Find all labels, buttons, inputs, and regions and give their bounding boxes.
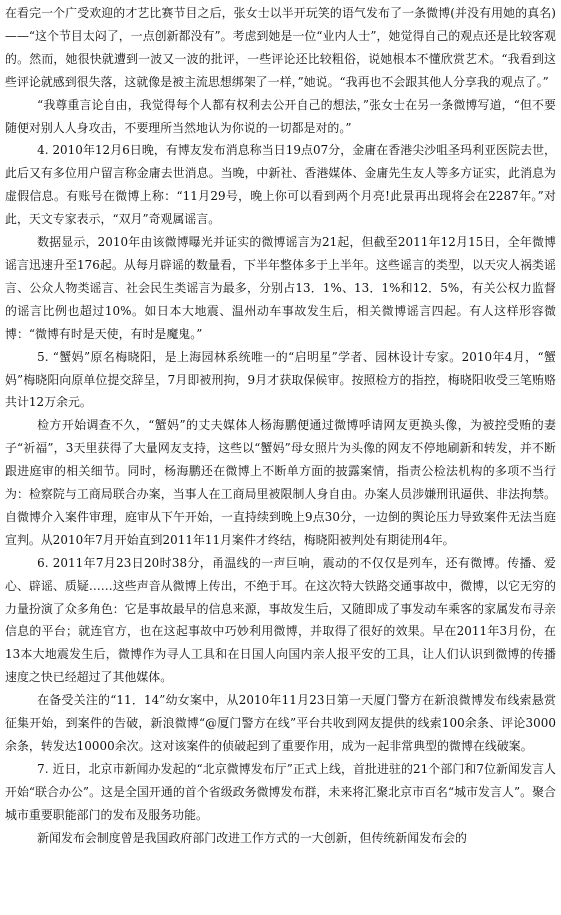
paragraph-9: 7. 近日，北京市新闻办发起的“北京微博发布厅”正式上线，首批进驻的21个部门和7位新闻发言人开始“联合办公”。这是全国开通的首个省级政务微博发布群，未来将汇聚北京市百名“城市发言人”。聚合城市重要职能部门的发布及服务功能。 [5,761,556,822]
paragraph-3: 4. 2010年12月6日晚，有博友发布消息称当日19点07分，金庸在香港尖沙咀圣玛利亚医院去世，此后又有多位用户留言称金庸去世消息。当晚，中新社、香港媒体、金庸先生友人等多方证实，此消息为虚假信息。有账号在微博上称：“11月29号，晚上你可以看到两个月亮!此景再出现将会在2287年。”对此，天文专家表示，“双月”奇观属谣言。 [5,143,556,227]
paragraph-4: 数据显示，2010年由该微博曝光并证实的微博谣言为21起，但截至2011年12月15日，全年微博谣言迅速升至176起。从每月辟谣的数量看，下半年整体多于上半年。这些谣言的类型，以天灾人祸类谣言、公众人物类谣言、社会民生类谣言为最多，分别占13．1%、13．1%和12．5%，有关公权力监督的谣言比例也超过10%。如日本大地震、温州动车事故发生后，相关微博谣言四起。有人这样形容微博：“微博有时是天使，有时是魔鬼。” [5,235,556,341]
paragraph-8: 在备受关注的“11．14”幼女案中，从2010年11月23日第一天厦门警方在新浪微博发布线索悬赏征集开始，到案件的告破，新浪微博“@厦门警方在线”平台共收到网友提供的线索100余条、评论3000余条，转发达10000余次。这对该案件的侦破起到了重要作用，成为一起非常典型的微博在线破案。 [5,693,556,753]
paragraph-1: 在看完一个广受欢迎的才艺比赛节目之后，张女士以半开玩笑的语气发布了一条微博(并没有用她的真名)——“这个节目太闷了，一点创新都没有”。考虑到她是一位“业内人士”，她觉得自己的观点还是比较客观的。然而，她很快就遭到一波又一波的批评，一些评论还比较粗俗，说她根本不懂欣赏艺术。“我看到这些评论就感到很失落，这就像是被主流思想绑架了一样，”她说。“我再也不会跟其他人分享我的观点了。” [5,6,556,89]
paragraph-7: 6. 2011年7月23日20时38分，甬温线的一声巨响，震动的不仅仅是列车，还有微博。传播、爱心、辟谣、质疑……这些声音从微博上传出，不绝于耳。在这次特大铁路交通事故中，微博，以它无穷的力量扮演了众多角色：它是事故最早的信息来源，事故发生后，又随即成了事发动车乘客的家属发布寻亲信息的平台；就连官方，也在这起事故中巧妙利用微博，并取得了很好的效果。早在2011年3月份，在13本大地震发生后，微博作为寻人工具和在日国人向国内亲人报平安的工具，让人们认识到微博的传播速度之快已经超过了其他媒体。 [5,555,556,685]
paragraph-6: 检方开始调查不久，“蟹妈”的丈夫媒体人杨海鹏便通过微博呼请网友更换头像，为被控受贿的妻子“祈福”，3天里获得了大量网友支持，这些以“蟹妈”母女照片为头像的网友不停地刷新和转发，并不断跟进庭审的相关细节。同时，杨海鹏还在微博上不断单方面的披露案情，指责公检法机构的多项不当行为：检察院与工商局联合办案，当事人在工商局里被限制人身自由。办案人员涉嫌刑讯逼供、非法拘禁。自微博介入案件审理，庭审从下午开始，一直持续到晚上9点30分，一边倒的舆论压力导致案件无法当庭宣判。从2010年7月开始直到2011年11月案件才终结，梅晓阳被判处有期徒刑4年。 [5,418,556,547]
paragraph-2: “我尊重言论自由，我觉得每个人都有权利去公开自己的想法，”张女士在另一条微博写道，“但不要随便对别人人身攻击，不要理所当然地认为你说的一切都是对的。” [5,97,556,135]
paragraph-10: 新闻发布会制度曾是我国政府部门改进工作方式的一大创新，但传统新闻发布会的 [37,830,467,845]
paragraph-5: 5. “蟹妈”原名梅晓阳，是上海园林系统唯一的“启明星”学者、园林设计专家。2010年4月，“蟹妈”梅晓阳向原单位提交辞呈，7月即被刑拘，9月才获取保候审。按照检方的指控，梅晓阳收受三笔贿赂共计12万余元。 [5,349,556,410]
